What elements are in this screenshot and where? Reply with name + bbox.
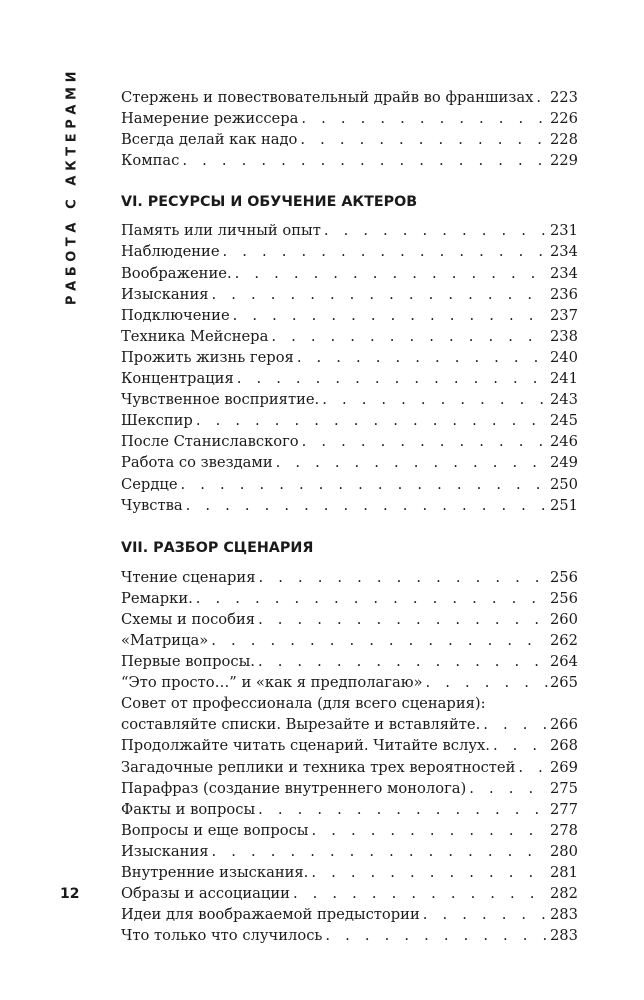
toc-entry-title: Работа со звездами [121, 454, 273, 472]
toc-entry [121, 284, 578, 305]
toc-entry-page: 246 [549, 433, 578, 451]
toc-entry [121, 630, 578, 651]
toc-entry-page: 262 [549, 631, 578, 649]
toc-dot-leader [271, 326, 548, 347]
toc-dot-leader [233, 305, 548, 326]
toc-entry-title: «Матрица» [121, 631, 209, 649]
toc-entry [121, 347, 578, 368]
toc-entry-page: 260 [549, 610, 578, 628]
toc-entry-title: Идеи для воображаемой предыстории [121, 906, 420, 924]
toc-entry-page: 226 [549, 110, 578, 128]
toc-entry [121, 495, 578, 516]
toc-entry-page: 228 [549, 131, 578, 149]
toc-entry [121, 841, 578, 862]
toc-dot-leader [311, 820, 547, 841]
toc-dot-leader [196, 588, 548, 609]
toc-entry-title: Воображение. [121, 264, 232, 282]
toc-entry-title: Шекспир [121, 412, 193, 430]
toc-entry-title: “Это просто…” и «как я предполагаю» [121, 674, 423, 692]
toc-dot-leader [493, 735, 548, 756]
toc-entry [121, 474, 578, 495]
toc-entry-page: 223 [549, 89, 578, 106]
section-heading-vii: VII. РАЗБОР СЦЕНАРИЯ [121, 539, 314, 556]
toc-dot-leader [322, 389, 548, 410]
toc-entry [121, 883, 578, 904]
toc-entry-title: Подключение [121, 306, 230, 324]
toc-dot-leader [325, 925, 548, 946]
toc-entry-page: 268 [549, 737, 578, 755]
toc-dot-leader [196, 410, 548, 431]
toc-dot-leader [211, 630, 548, 651]
toc-entry-page: 280 [549, 842, 578, 860]
toc-entry [121, 87, 578, 108]
section-heading-vi: VI. РЕСУРСЫ И ОБУЧЕНИЕ АКТЕРОВ [121, 194, 418, 211]
toc-dot-leader [518, 757, 548, 778]
toc-entry-page: 265 [549, 674, 578, 692]
toc-entry [121, 651, 578, 672]
toc-top-entries [121, 87, 578, 171]
toc-entry-page: 264 [549, 653, 578, 671]
toc-entry-page: 275 [549, 779, 578, 797]
toc-dot-leader [426, 672, 548, 693]
toc-dot-leader [258, 567, 547, 588]
toc-entry-title: Прожить жизнь героя [121, 348, 294, 366]
toc-entry-title: После Станиславского [121, 433, 299, 451]
toc-dot-leader [483, 714, 548, 735]
running-head-text: РАБОТА С АКТЕРАМИ [64, 66, 80, 306]
toc-dot-leader [302, 431, 548, 452]
toc-entry [121, 862, 578, 883]
toc-entry-page: 277 [549, 800, 578, 818]
toc-entry-title: Чувственное восприятие. [121, 391, 320, 409]
toc-entry-title: Первые вопросы. [121, 653, 255, 671]
toc-entry-page: 281 [549, 864, 578, 881]
toc-entry [121, 389, 578, 410]
toc-entry-title: составляйте списки. Вырезайте и вставляйте. [121, 716, 481, 734]
toc-dot-leader [212, 841, 548, 862]
toc-entry-title: Что только что случилось [121, 927, 323, 945]
toc-entry [121, 904, 578, 925]
toc-entry-title: Схемы и пособия [121, 610, 256, 628]
toc-entry-page: 238 [549, 327, 578, 345]
table-of-contents [121, 87, 578, 946]
toc-entry-page: 283 [549, 927, 578, 945]
toc-entry [121, 925, 578, 946]
running-head [52, 66, 92, 306]
toc-entry-page: 266 [549, 716, 578, 734]
toc-dot-leader [311, 862, 548, 883]
toc-entry-page: 283 [549, 906, 578, 924]
toc-entry [121, 129, 578, 150]
toc-entry [121, 609, 578, 630]
toc-entry [121, 410, 578, 431]
toc-entry [121, 368, 578, 389]
toc-entry-page: 231 [549, 222, 578, 240]
toc-entry-page: 256 [549, 568, 578, 586]
toc-entry [121, 220, 578, 241]
toc-entry [121, 693, 578, 714]
toc-entry [121, 778, 578, 799]
toc-dot-leader [237, 368, 548, 389]
toc-entry-page: 256 [549, 589, 578, 607]
toc-entry [121, 820, 578, 841]
toc-entry [121, 263, 578, 284]
toc-entry-title: Совет от профессионала (для всего сценария): [121, 695, 486, 713]
toc-entry-title: Изыскания [121, 842, 209, 860]
toc-entry-page: 269 [549, 758, 578, 776]
toc-dot-leader [258, 609, 548, 630]
toc-entry-title: Внутренние изыскания. [121, 864, 309, 881]
toc-dot-leader [301, 108, 548, 129]
toc-entry-page: 251 [549, 496, 578, 514]
toc-entry-title: Чтение сценария [121, 568, 256, 586]
toc-entry [121, 567, 578, 588]
toc-entry [121, 757, 578, 778]
toc-dot-leader [182, 150, 548, 171]
toc-dot-leader [235, 263, 548, 284]
toc-entry-title: Образы и ассоциации [121, 885, 290, 903]
toc-entry-page: 229 [549, 152, 578, 170]
toc-entry-title: Парафраз (создание внутреннего монолога) [121, 779, 467, 797]
toc-entry-page: 249 [549, 454, 578, 472]
toc-dot-leader [258, 651, 548, 672]
toc-entry-title: Наблюдение [121, 243, 220, 261]
toc-entry [121, 799, 578, 820]
toc-dot-leader [258, 799, 548, 820]
toc-entry [121, 588, 578, 609]
toc-dot-leader [469, 778, 548, 799]
toc-entry-page: 241 [549, 370, 578, 388]
toc-dot-leader [181, 474, 548, 495]
toc-entry-title: Факты и вопросы [121, 800, 256, 818]
toc-entry-title: Ремарки. [121, 589, 193, 607]
toc-entry-title: Продолжайте читать сценарий. Читайте вслух. [121, 737, 490, 755]
page-number: 12 [60, 886, 80, 902]
toc-entry [121, 452, 578, 473]
toc-entry [121, 305, 578, 326]
toc-dot-leader [186, 495, 548, 516]
toc-dot-leader [536, 87, 548, 108]
toc-entry-title: Компас [121, 152, 180, 170]
toc-section-vi-entries [121, 220, 578, 515]
toc-section-vii-entries [121, 567, 578, 947]
toc-entry [121, 672, 578, 693]
toc-dot-leader [212, 284, 548, 305]
toc-entry-page: 234 [549, 243, 578, 261]
toc-entry-page: 237 [549, 306, 578, 324]
toc-entry [121, 431, 578, 452]
toc-dot-leader [293, 883, 548, 904]
toc-entry-page: 243 [549, 391, 578, 409]
toc-entry-page: 236 [549, 285, 578, 303]
toc-entry-title: Намерение режиссера [121, 110, 299, 128]
toc-entry-title: Концентрация [121, 370, 234, 388]
toc-dot-leader [300, 129, 548, 150]
toc-entry [121, 108, 578, 129]
toc-entry [121, 326, 578, 347]
toc-entry-title: Сердце [121, 475, 178, 493]
toc-entry [121, 714, 578, 735]
toc-entry-title: Загадочные реплики и техника трех вероятностей [121, 758, 516, 776]
toc-dot-leader [276, 452, 548, 473]
toc-entry-title: Изыскания [121, 285, 209, 303]
toc-dot-leader [297, 347, 548, 368]
toc-entry-page: 245 [549, 412, 578, 430]
toc-entry-title: Стержень и повествовательный драйв во франшизах [121, 89, 534, 106]
toc-entry-title: Вопросы и еще вопросы [121, 821, 309, 839]
toc-entry-page: 250 [549, 475, 578, 493]
toc-entry-title: Техника Мейснера [121, 327, 269, 345]
toc-dot-leader [423, 904, 548, 925]
toc-entry-title: Память или личный опыт [121, 222, 321, 240]
toc-dot-leader [324, 220, 548, 241]
toc-entry-page: 240 [549, 348, 578, 366]
toc-entry [121, 150, 578, 171]
toc-entry-page: 278 [549, 821, 578, 839]
toc-entry-page: 234 [549, 264, 578, 282]
toc-entry-title: Чувства [121, 496, 183, 514]
toc-dot-leader [223, 241, 548, 262]
toc-entry [121, 241, 578, 262]
toc-entry [121, 735, 578, 756]
toc-entry-page: 282 [549, 885, 578, 903]
toc-entry-title: Всегда делай как надо [121, 131, 298, 149]
